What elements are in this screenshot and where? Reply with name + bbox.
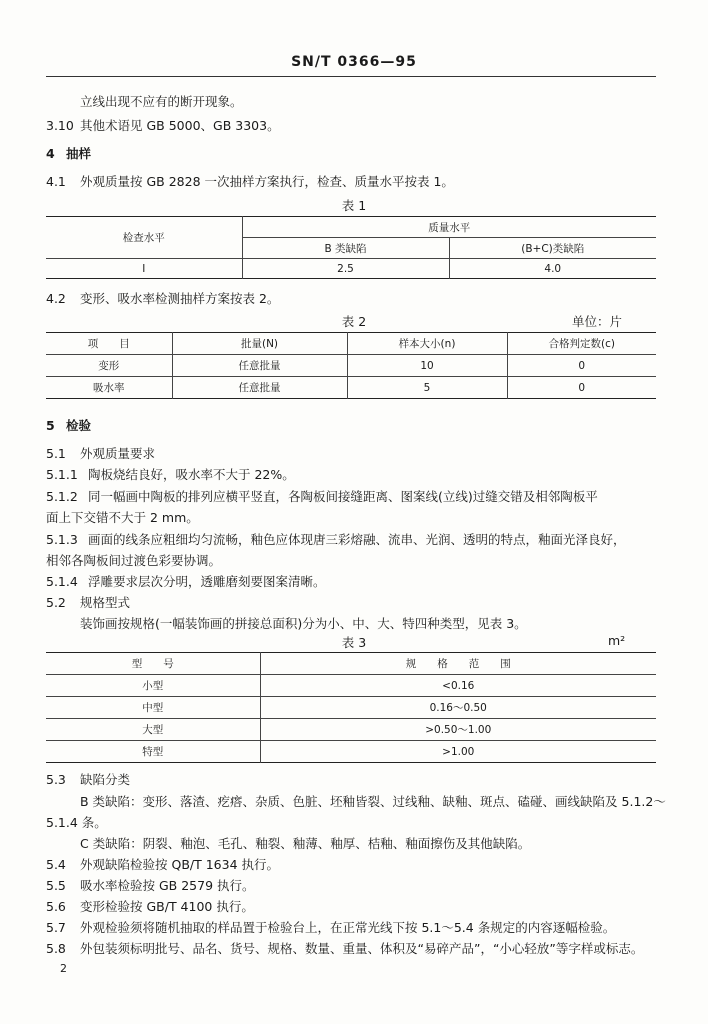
table3-caption: 表 3 — [341, 635, 367, 650]
table1 — [46, 216, 656, 279]
clause-5-2 — [46, 595, 130, 611]
clause-number: 4.1 — [46, 174, 66, 189]
document-code-header: SN/T 0366—95 — [291, 54, 417, 70]
clause-text: 规格型式 — [80, 595, 131, 610]
table-row — [46, 377, 656, 399]
section-title: 抽样 — [66, 146, 92, 161]
page-number: 2 — [60, 962, 67, 975]
table-row — [46, 355, 656, 377]
clause-5-6 — [46, 899, 254, 915]
clause-number: 5.2 — [46, 595, 66, 610]
table2-cell: 10 — [347, 355, 507, 377]
table-row — [46, 719, 656, 741]
table1-cell: 4.0 — [544, 262, 562, 275]
clause-number: 5.7 — [46, 920, 66, 935]
table2-header: 项 目 — [46, 333, 172, 355]
clause-5-1-4 — [46, 574, 326, 590]
clause-text: 变形检验按 GB/T 4100 执行。 — [80, 899, 254, 914]
table3-unit: m² — [608, 633, 626, 648]
clause-5-1-2 — [46, 489, 598, 505]
clause-text: 陶板烧结良好，吸水率不大于 22%。 — [88, 467, 295, 482]
table2-cell: 0 — [578, 381, 586, 394]
clause-5-8 — [46, 941, 643, 957]
section-4-heading — [46, 146, 91, 162]
table3-cell: 小型 — [46, 675, 260, 697]
table-row — [46, 741, 656, 763]
text-line: 立线出现不应有的断开现象。 — [80, 94, 243, 109]
clause-text: 缺陷分类 — [80, 772, 131, 787]
table2-header: 批量(N) — [172, 333, 347, 355]
text-line: C 类缺陷：阴裂、釉泡、毛孔、釉裂、釉薄、釉厚、桔釉、釉面擦伤及其他缺陷。 — [80, 836, 531, 851]
clause-4-2 — [46, 291, 279, 307]
clause-number: 5.4 — [46, 857, 66, 872]
clause-5-3 — [46, 772, 130, 788]
clause-number: 5.8 — [46, 941, 66, 956]
clause-text: 吸水率检验按 GB 2579 执行。 — [80, 878, 255, 893]
table1-caption: 表 1 — [341, 198, 367, 213]
clause-number: 5.1.1 — [46, 467, 78, 482]
table3-cell: >0.50～1.00 — [260, 719, 656, 741]
table2-cell: 0 — [507, 355, 656, 377]
clause-number: 5.5 — [46, 878, 66, 893]
table2-cell: 5 — [347, 377, 507, 399]
clause-text: 外观质量按 GB 2828 一次抽样方案执行，检查、质量水平按表 1。 — [80, 174, 454, 189]
clause-3-10 — [46, 118, 280, 134]
table2-unit: 单位：片 — [572, 314, 623, 329]
clause-5-1-1 — [46, 467, 295, 483]
clause-text: 变形、吸水率检测抽样方案按表 2。 — [80, 291, 280, 306]
clause-5-5 — [46, 878, 255, 894]
clause-5-1 — [46, 446, 155, 462]
table-row — [46, 697, 656, 719]
table2-caption: 表 2 — [341, 314, 367, 329]
clause-text: 其他术语见 GB 5000、GB 3303。 — [80, 118, 280, 133]
clause-text: 画面的线条应粗细均匀流畅，釉色应体现唐三彩熔融、流串、光润、透明的特点，釉面光泽良好， — [88, 532, 626, 547]
table2-cell: 任意批量 — [172, 377, 347, 399]
section-number: 4 — [46, 146, 55, 161]
table1-cell: 2.5 — [242, 259, 449, 279]
table-row — [46, 675, 656, 697]
table1-header-level: 检查水平 — [46, 217, 242, 259]
text-line: 面上下交错不大于 2 mm。 — [46, 510, 199, 525]
table2-cell: 吸水率 — [46, 377, 172, 399]
header-rule — [46, 76, 656, 77]
table2-header: 合格判定数(c) — [507, 333, 656, 355]
clause-number: 4.2 — [46, 291, 66, 306]
clause-number: 5.1 — [46, 446, 66, 461]
table3-cell: 中型 — [46, 697, 260, 719]
clause-text: 外观缺陷检验按 QB/T 1634 执行。 — [80, 857, 279, 872]
table3-cell: 0.16～0.50 — [260, 697, 656, 719]
table3-cell: 特型 — [46, 741, 260, 763]
text-line: B 类缺陷：变形、落渣、疙瘩、杂质、色脏、坯釉皆裂、过线釉、缺釉、斑点、磕碰、画线缺陷及 5.1.2～ — [80, 794, 666, 809]
table2 — [46, 332, 656, 399]
table1-header-b: B 类缺陷 — [242, 238, 449, 259]
clause-text: 浮雕要求层次分明，透雕磨刻要图案清晰。 — [88, 574, 326, 589]
table1-header-bc: (B+C)类缺陷 — [449, 238, 656, 259]
text-line: 相邻各陶板间过渡色彩要协调。 — [46, 553, 222, 568]
table3-header: 型 号 — [46, 653, 260, 675]
table2-cell: 变形 — [46, 355, 172, 377]
table3-cell: >1.00 — [442, 745, 475, 758]
clause-5-7 — [46, 920, 615, 936]
clause-5-1-3 — [46, 532, 626, 548]
text-line: 5.1.4 条。 — [46, 815, 107, 830]
table2-cell: 任意批量 — [172, 355, 347, 377]
clause-text: 同一幅画中陶板的排列应横平竖直，各陶板间接缝距离、图案线(立线)过缝交错及相邻陶板平 — [88, 489, 598, 504]
clause-number: 5.1.4 — [46, 574, 78, 589]
text-line: 装饰画按规格(一幅装饰画的拼接总面积)分为小、中、大、特四种类型，见表 3。 — [80, 616, 527, 631]
table1-cell: I — [46, 259, 242, 279]
section-number: 5 — [46, 418, 55, 433]
table3-cell: 大型 — [46, 719, 260, 741]
clause-number: 5.1.3 — [46, 532, 78, 547]
section-title: 检验 — [66, 418, 92, 433]
clause-5-4 — [46, 857, 279, 873]
table1-header-quality: 质量水平 — [242, 217, 656, 238]
clause-text: 外观检验须将随机抽取的样品置于检验台上，在正常光线下按 5.1～5.4 条规定的内容逐幅检验。 — [80, 920, 616, 935]
clause-number: 5.3 — [46, 772, 66, 787]
clause-text: 外观质量要求 — [80, 446, 156, 461]
clause-number: 3.10 — [46, 118, 74, 133]
section-5-heading — [46, 418, 91, 434]
table3-header: 规 格 范 围 — [260, 653, 656, 675]
table2-header: 样本大小(n) — [347, 333, 507, 355]
clause-text: 外包装须标明批号、品名、货号、规格、数量、重量、体积及“易碎产品”，“小心轻放”等字样或标志。 — [80, 941, 644, 956]
table3 — [46, 652, 656, 763]
clause-4-1 — [46, 174, 454, 190]
clause-number: 5.6 — [46, 899, 66, 914]
clause-number: 5.1.2 — [46, 489, 78, 504]
table3-cell: <0.16 — [260, 675, 656, 697]
